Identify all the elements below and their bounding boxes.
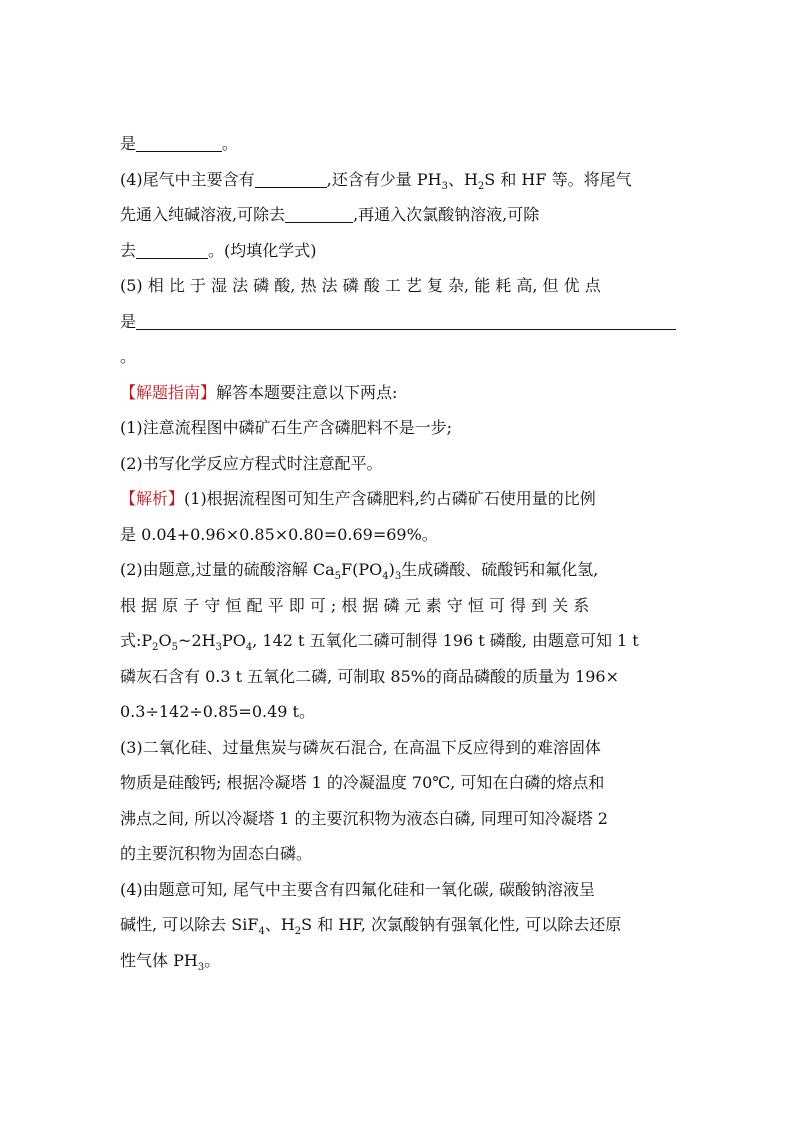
- analysis-heading: 【解析】: [120, 489, 185, 508]
- answer-blank: [255, 171, 327, 188]
- line-10: (2)书写化学反应方程式时注意配平。: [120, 453, 383, 473]
- line-20: 沸点之间, 所以冷凝塔 1 的主要沉积物为液态白磷, 同理可知冷凝塔 2: [120, 808, 608, 828]
- line-5: (5) 相 比 于 湿 法 磷 酸, 热 法 磷 酸 工 艺 复 杂, 能 耗 高, 但 优 点: [120, 276, 601, 295]
- line-8: 【解题指南】解答本题要注意以下两点:: [120, 382, 398, 402]
- line-24: 性气体 $PH_3$。: [120, 950, 221, 973]
- line-22: (4)由题意可知, 尾气中主要含有四氟化硅和一氧化碳, 碳酸钠溶液呈: [120, 879, 596, 899]
- line-9: (1)注意流程图中磷矿石生产含磷肥料不是一步;: [120, 418, 453, 437]
- line-6: 是: [120, 304, 676, 340]
- answer-blank: [136, 242, 208, 259]
- document-page: [120, 126, 676, 978]
- tip-heading: 【解题指南】: [120, 382, 217, 402]
- answer-blank: [136, 135, 222, 152]
- line-23: 碱性, 可以除去 SiF$_4$、$H_2S$ 和 HF, 次氯酸钠有强氧化性, 可以除去还原: [120, 915, 622, 938]
- line-2: (4)尾气中主要含有 ,还含有少量 $PH_3$、$H_2S$ 和 HF 等。将尾气: [120, 169, 632, 192]
- line-17: 0.3÷142÷0.85=0.49 t。: [120, 702, 315, 721]
- line-14: 根 据 原 子 守 恒 配 平 即 可 ; 根 据 磷 元 素 守 恒 可 得 到 关 系: [120, 595, 590, 615]
- line-18: (3)二氧化硅、过量焦炭与磷灰石混合, 在高温下反应得到的难溶固体: [120, 737, 601, 757]
- line-12: 是 0.04+0.96×0.85×0.80=0.69=69%。: [120, 524, 438, 544]
- line-11: 【解析】(1)根据流程图可知生产含磷肥料,约占磷矿石使用量的比例: [120, 489, 596, 508]
- answer-blank: [285, 206, 353, 223]
- line-3: 先通入纯碱溶液,可除去 ,再通入次氯酸钠溶液,可除: [120, 205, 540, 224]
- line-7: 。: [120, 347, 137, 366]
- line-13: (2)由题意,过量的硫酸溶解 $Ca_5F(PO_4)_3$生成磷酸、硫酸钙和氟化氢,: [120, 560, 599, 583]
- answer-blank: [136, 313, 676, 330]
- line-15: 式$:P_2O_5\sim 2H_3PO_4$, 142 t 五氧化二磷可制得 196 t 磷酸, 由题意可知 1 t: [120, 631, 639, 654]
- line-16: 磷灰石含有 0.3 t 五氧化二磷, 可制取 85%的商品磷酸的质量为 196×: [120, 666, 619, 686]
- line-19: 物质是硅酸钙; 根据冷凝塔 1 的冷凝温度 70℃, 可知在白磷的熔点和: [120, 773, 605, 792]
- line-4: 去 。(均填化学式): [120, 240, 317, 260]
- line-1: 是 。: [120, 134, 239, 153]
- line-21: 的主要沉积物为固态白磷。: [120, 844, 313, 863]
